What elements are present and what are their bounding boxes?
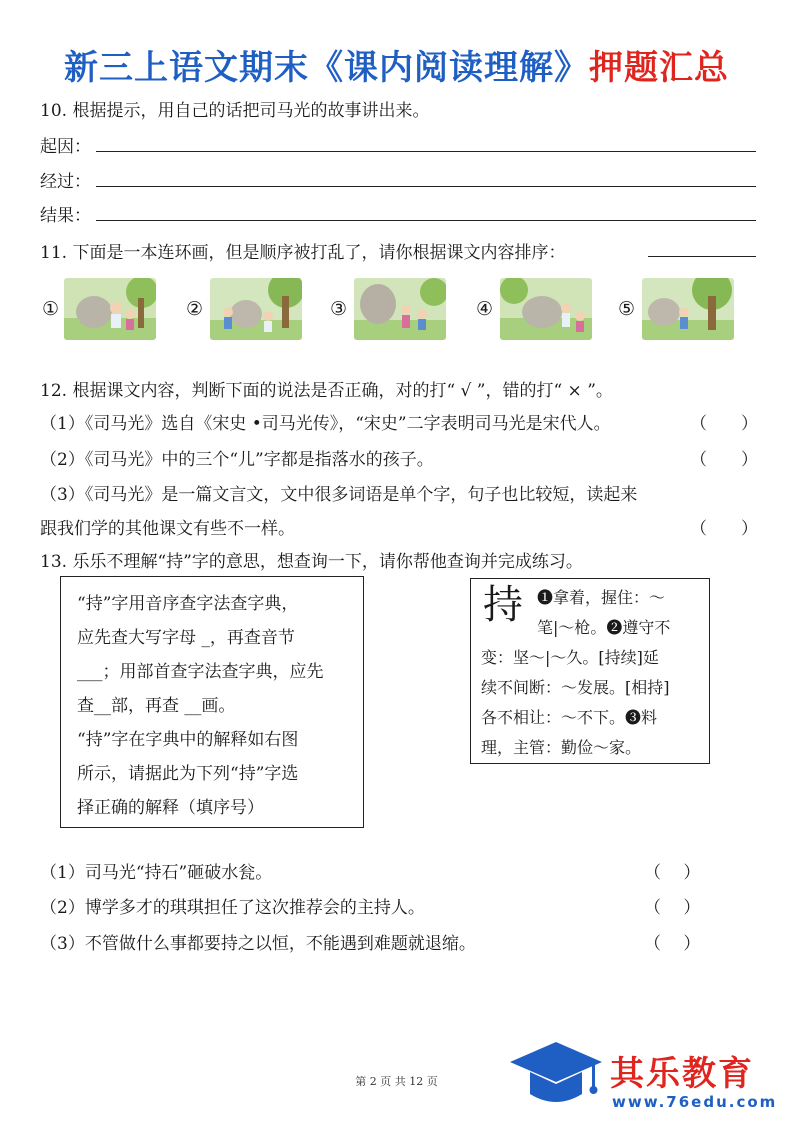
q12-item-1: （1）《司马光》选自《宋史 •司马光传》，“宋史”二字表明司马光是宋代人。: [40, 414, 611, 434]
q11-prompt: 11. 下面是一本连环画，但是顺序被打乱了，请你根据课文内容排序：: [40, 243, 566, 263]
q12-item-3-answer[interactable]: （ ）: [690, 519, 758, 539]
instruction-line-1: “持”字用音序查字法查字典，: [77, 594, 299, 614]
dict-line-2: 笔|～枪。❷遵守不: [537, 618, 671, 637]
q10-result-answer-line[interactable]: [96, 220, 756, 221]
q13-item-1: （1）司马光“持石”砸破水瓮。: [40, 863, 273, 883]
q10-result-label: 结果：: [40, 206, 91, 226]
instruction-line-4: 查__部，再查 __画。: [77, 696, 236, 716]
q10-process-answer-line[interactable]: [96, 186, 756, 187]
dict-line-3: 变：坚～|～久。[持续]延: [481, 648, 659, 667]
q12-item-3-line-2: 跟我们学的其他课文有些不一样。: [40, 519, 295, 539]
comic-panel-4-image: [500, 278, 592, 340]
q10-prompt: 10. 根据提示，用自己的话把司马光的故事讲出来。: [40, 101, 430, 121]
page-number: 第 2 页 共 12 页: [355, 1075, 438, 1088]
title-part-2: 《课内阅读理解》: [309, 48, 589, 88]
comic-marker-5: ⑤: [618, 298, 636, 320]
title-part-1: 新三上语文期末: [64, 48, 309, 88]
q11-answer-line[interactable]: [648, 256, 756, 257]
q13-item-2-answer[interactable]: （ ）: [644, 898, 701, 918]
q12-item-1-answer[interactable]: （ ）: [690, 414, 758, 434]
q12-item-2: （2）《司马光》中的三个“儿”字都是指落水的孩子。: [40, 450, 434, 470]
q10-process-label: 经过：: [40, 172, 91, 192]
q13-item-3-answer[interactable]: （ ）: [644, 934, 701, 954]
dict-line-1: ❶拿着，握住：～: [537, 588, 666, 607]
logo-name: 其乐教育: [610, 1054, 754, 1094]
dictionary-headword: 持: [483, 582, 523, 628]
graduation-cap-icon: [508, 1036, 604, 1120]
q10-cause-label: 起因：: [40, 137, 91, 157]
q13-prompt: 13. 乐乐不理解“持”字的意思，想查询一下，请你帮他查询并完成练习。: [40, 552, 583, 572]
comic-marker-4: ④: [476, 298, 494, 320]
q12-prompt: 12. 根据课文内容，判断下面的说法是否正确，对的打“ √ ”，错的打“ × ”。: [40, 381, 613, 401]
comic-strip: [40, 278, 760, 348]
q13-item-3: （3）不管做什么事都要持之以恒，不能遇到难题就退缩。: [40, 934, 476, 954]
comic-panel-1-image: [64, 278, 156, 340]
instruction-line-7: 择正确的解释（填序号）: [77, 798, 264, 818]
dict-line-5: 各不相让：～不下。❸料: [481, 708, 658, 727]
q13-item-2: （2）博学多才的琪琪担任了这次推荐会的主持人。: [40, 898, 425, 918]
comic-marker-3: ③: [330, 298, 348, 320]
comic-panel-3-image: [354, 278, 446, 340]
comic-marker-1: ①: [42, 298, 60, 320]
comic-panel-5-image: [642, 278, 734, 340]
dict-line-4: 续不间断：～发展。[相持]: [481, 678, 670, 697]
title-part-3: 押题汇总: [589, 48, 729, 88]
logo-url: www.76edu.com: [612, 1093, 778, 1111]
page-title: [0, 40, 793, 89]
dict-line-6: 理，主管：勤俭～家。: [481, 738, 642, 757]
q13-item-1-answer[interactable]: （ ）: [644, 863, 701, 883]
dictionary-entry-box: [470, 578, 710, 764]
q12-item-3-line-1: （3）《司马光》是一篇文言文，文中很多词语是单个字，句子也比较短，读起来: [40, 485, 638, 505]
instruction-line-2: 应先查大写字母 _，再查音节: [77, 628, 295, 648]
instruction-line-6: 所示，请据此为下列“持”字选: [77, 764, 299, 784]
q13-instruction-box: [60, 576, 364, 828]
comic-panel-2-image: [210, 278, 302, 340]
instruction-line-3: ___；用部首查字法查字典，应先: [77, 662, 324, 682]
q12-item-2-answer[interactable]: （ ）: [690, 450, 758, 470]
comic-marker-2: ②: [186, 298, 204, 320]
q10-cause-answer-line[interactable]: [96, 151, 756, 152]
instruction-line-5: “持”字在字典中的解释如右图: [77, 730, 299, 750]
